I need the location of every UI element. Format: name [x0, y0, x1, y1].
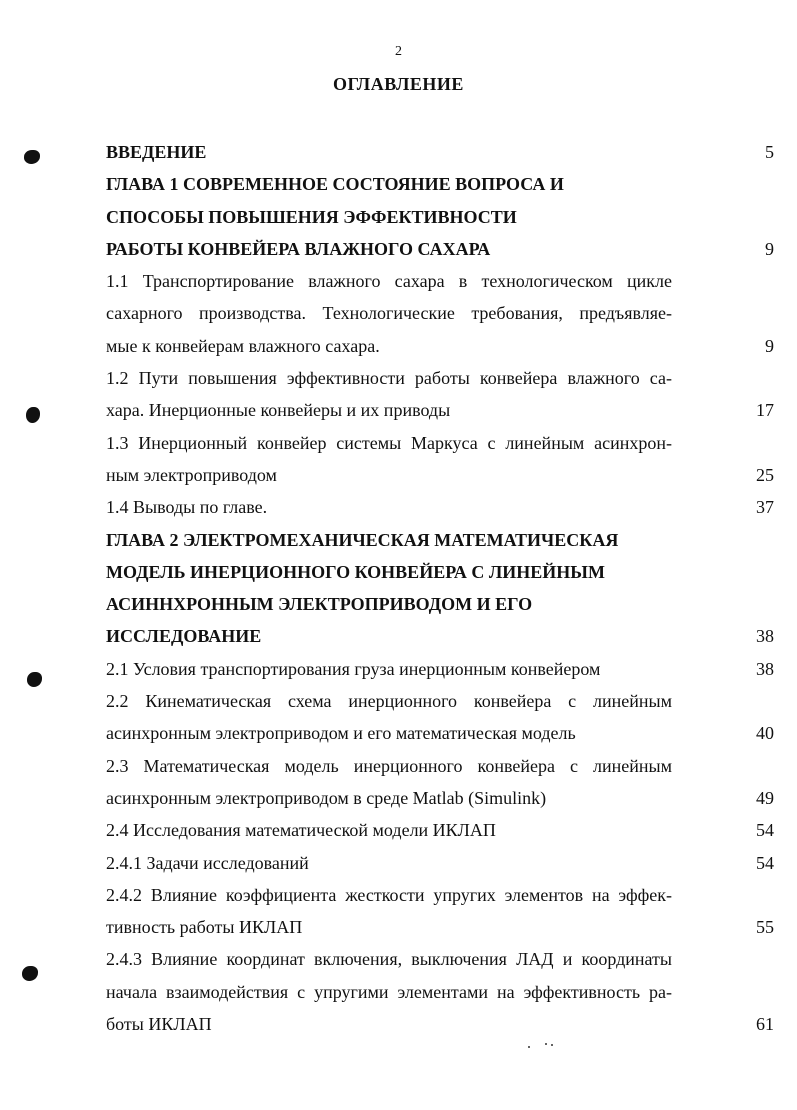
scan-speck: [551, 1044, 553, 1046]
toc-page-number: 54: [756, 852, 774, 873]
punch-hole-mark: [22, 966, 38, 981]
toc-page-number: 54: [756, 820, 774, 841]
toc-section-entry: [106, 943, 774, 1040]
toc-entry-text-line: боты ИКЛАП: [106, 1014, 212, 1035]
toc-entry-text-line: ГЛАВА 1 СОВРЕМЕННОЕ СОСТОЯНИЕ ВОПРОСА И: [106, 174, 564, 195]
toc-section-entry: [106, 362, 774, 427]
toc-chapter-entry: [106, 524, 774, 653]
toc-entry-text-line: ИССЛЕДОВАНИЕ: [106, 626, 262, 647]
toc-section-entry: [106, 814, 774, 846]
toc-entry-text-line: тивность работы ИКЛАП: [106, 917, 303, 938]
toc-page-number: 5: [765, 142, 774, 162]
toc-entry-text-line: 1.3 Инерционный конвейер системы Маркуса с линейным асинхрон-: [106, 432, 672, 453]
toc-entry-text-line: 1.2 Пути повышения эффективности работы конвейера влажного са-: [106, 368, 672, 389]
punch-hole-mark: [24, 150, 40, 164]
toc-entry-text-line: РАБОТЫ КОНВЕЙЕРА ВЛАЖНОГО САХАРА: [106, 238, 491, 259]
toc-entry-text-line: 2.4.1 Задачи исследований: [106, 852, 309, 873]
toc-entry-text-line: 2.3 Математическая модель инерционного конвейера с линейным: [106, 755, 672, 776]
toc-title: ОГЛАВЛЕНИЕ: [333, 74, 464, 94]
toc-entry-text-line: 2.2 Кинематическая схема инерционного конвейера с линейным: [106, 691, 672, 712]
toc-page-number: 55: [756, 917, 774, 938]
toc-entry-text-line: 2.4.3 Влияние координат включения, выключения ЛАД и координаты: [106, 949, 672, 970]
toc-section-entry: [106, 265, 774, 362]
toc-section-entry: [106, 491, 774, 523]
toc-page-number: 61: [756, 1014, 774, 1035]
toc-section-entry: [106, 653, 774, 685]
toc-chapter-entry: [106, 136, 774, 168]
toc-section-entry: [106, 847, 774, 879]
toc-entry-text-line: 2.4 Исследования математической модели ИКЛАП: [106, 820, 496, 841]
toc-entry-text-line: 2.4.2 Влияние коэффициента жесткости упругих элементов на эффек-: [106, 884, 672, 905]
toc-page-number: 9: [765, 335, 774, 356]
toc-entry-text-line: СПОСОБЫ ПОВЫШЕНИЯ ЭФФЕКТИВНОСТИ: [106, 206, 517, 227]
toc-chapter-entry: [106, 168, 774, 265]
toc-page-number: 37: [756, 497, 774, 518]
toc-page-number: 38: [756, 626, 774, 647]
toc-entry-text-line: МОДЕЛЬ ИНЕРЦИОННОГО КОНВЕЙЕРА С ЛИНЕЙНЫМ: [106, 561, 605, 582]
toc-section-entry: [106, 879, 774, 944]
toc-entry-text-line: сахарного производства. Технологические требования, предъявляе-: [106, 303, 672, 324]
toc-page-number: 38: [756, 658, 774, 679]
toc-entry-text-line: АСИННХРОННЫМ ЭЛЕКТРОПРИВОДОМ И ЕГО: [106, 594, 533, 615]
toc-entry-text-line: асинхронным электроприводом и его математическая модель: [106, 723, 576, 744]
toc-page-number: 9: [765, 238, 774, 259]
toc-page-number: 17: [756, 400, 774, 421]
toc-entry-text-line: начала взаимодействия с упругими элементами на эффективность ра-: [106, 981, 672, 1002]
toc-entry-text-line: 1.4 Выводы по главе.: [106, 497, 268, 518]
toc-page-number: 49: [756, 787, 774, 808]
punch-hole-mark: [27, 672, 42, 687]
toc-entry-text-line: 1.1 Транспортирование влажного сахара в технологическом цикле: [106, 271, 672, 292]
toc-entry-text-line: 2.1 Условия транспортирования груза инерционным конвейером: [106, 658, 601, 679]
toc-section-entry: [106, 427, 774, 492]
page-number: 2: [395, 44, 402, 59]
toc-section-entry: [106, 685, 774, 750]
toc-list: [106, 136, 774, 1040]
toc-page-number: 40: [756, 723, 774, 744]
scan-speck: [528, 1046, 530, 1048]
toc-entry-text-line: хара. Инерционные конвейеры и их приводы: [106, 400, 451, 421]
toc-entry-text-line: ным электроприводом: [106, 464, 277, 485]
toc-entry-text-line: ВВЕДЕНИЕ: [106, 142, 207, 162]
toc-section-entry: [106, 750, 774, 815]
scan-speck: [545, 1043, 547, 1045]
punch-hole-mark: [26, 407, 40, 423]
toc-page-number: 25: [756, 464, 774, 485]
toc-entry-text-line: асинхронным электроприводом в среде Matlab (Simulink): [106, 787, 547, 808]
toc-entry-text-line: мые к конвейерам влажного сахара.: [106, 335, 380, 356]
toc-entry-text-line: ГЛАВА 2 ЭЛЕКТРОМЕХАНИЧЕСКАЯ МАТЕМАТИЧЕСКАЯ: [106, 529, 619, 550]
